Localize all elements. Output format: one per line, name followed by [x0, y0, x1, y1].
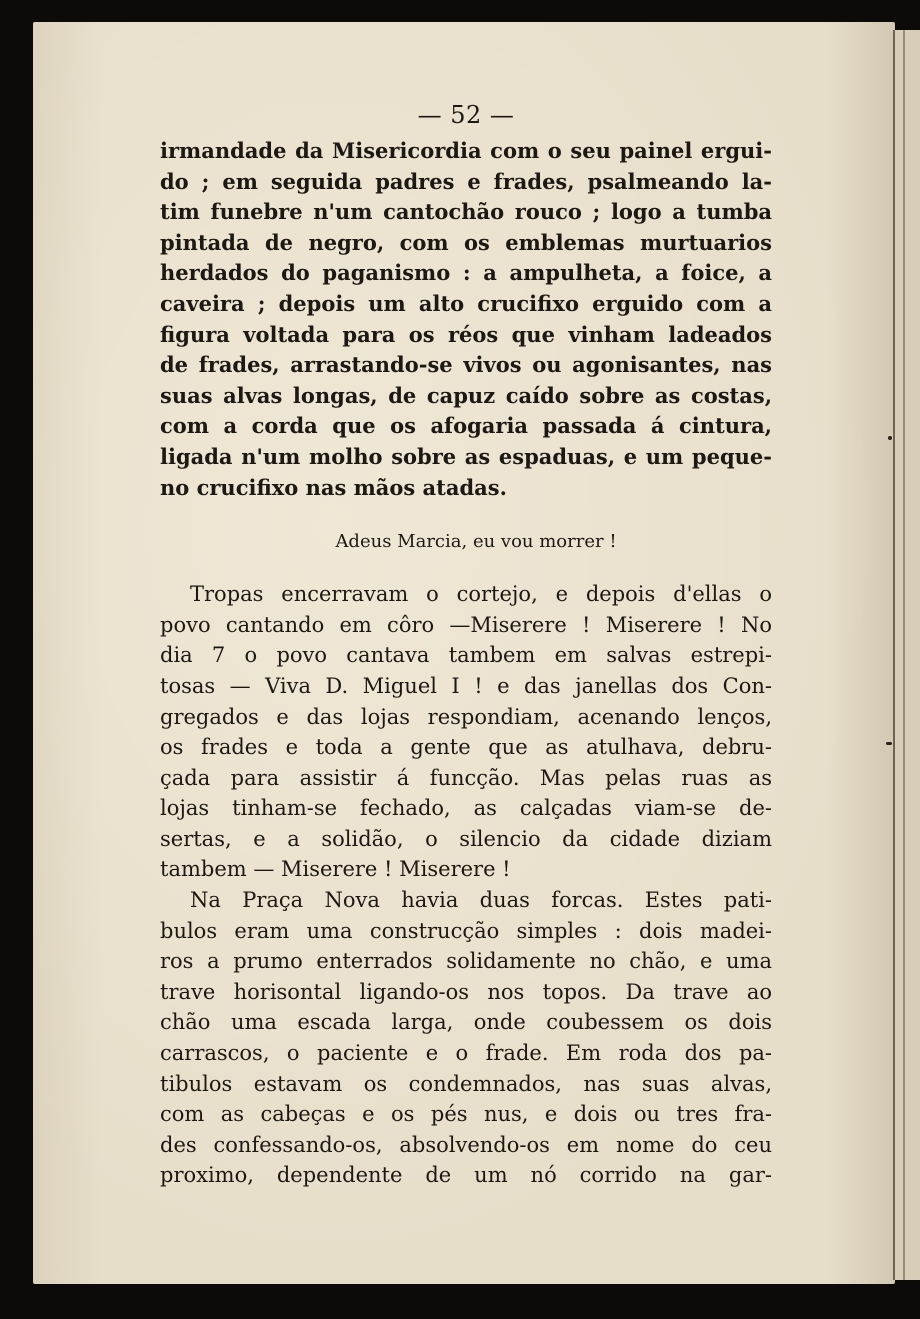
text-line: tim funebre n'um cantochão rouco ; logo a tumba: [160, 199, 772, 225]
text-line: no crucifixo nas mãos atadas.: [160, 474, 507, 500]
text-line: os frades e toda a gente que as atulhava, debru-: [160, 735, 772, 760]
next-page-edge: [893, 30, 920, 1280]
text-line: proximo, dependente de um nó corrido na gar-: [160, 1163, 772, 1188]
text-line: des confessando-os, absolvendo-os em nome do ceu: [160, 1132, 772, 1157]
text-line: gregados e das lojas respondiam, acenando lenços,: [160, 704, 772, 729]
text-line: trave horisontal ligando-os nos topos. Da trave ao: [160, 979, 772, 1004]
text-line: com a corda que os afogaria passada á cintura,: [160, 413, 772, 439]
paragraph-1: [160, 136, 772, 503]
text-line: herdados do paganismo : a ampulheta, a foice, a: [160, 260, 772, 286]
page-number: — 52 —: [417, 101, 515, 129]
text-line: ros a prumo enterrados solidamente no chão, e uma: [160, 949, 772, 974]
text-line: Tropas encerravam o cortejo, e depois d'ellas o: [190, 582, 772, 607]
scan-bottom-border: [33, 1284, 920, 1319]
text-line: lojas tinham-se fechado, as calçadas viam-se de-: [160, 796, 772, 821]
paragraph-2: [160, 579, 772, 885]
text-line: dia 7 o povo cantava tambem em salvas estrepi-: [160, 643, 772, 668]
text-line: Na Praça Nova havia duas forcas. Estes pati-: [190, 888, 772, 913]
text-line: suas alvas longas, de capuz caído sobre as costas,: [160, 382, 772, 408]
text-line: de frades, arrastando-se vivos ou agonisantes, nas: [160, 352, 772, 378]
ink-speck: [886, 742, 892, 745]
page-text: [160, 100, 772, 1191]
text-line: ligada n'um molho sobre as espaduas, e um peque-: [160, 443, 772, 469]
ink-speck: [888, 436, 892, 440]
text-line: povo cantando em côro —Miserere ! Miserere ! No: [160, 612, 772, 637]
text-line: tosas — Viva D. Miguel I ! e das janellas dos Con-: [160, 673, 772, 698]
text-line: pintada de negro, com os emblemas murtuarios: [160, 229, 772, 255]
text-line: chão uma escada larga, onde coubessem os dois: [160, 1010, 772, 1035]
text-line: figura voltada para os réos que vinham ladeados: [160, 321, 772, 347]
text-line: carrascos, o paciente e o frade. Em roda dos pa-: [160, 1041, 772, 1066]
text-line: tibulos estavam os condemnados, nas suas alvas,: [160, 1071, 772, 1096]
quote-line: Adeus Marcia, eu vou morrer !: [335, 531, 617, 553]
text-line: bulos eram uma construcção simples : dois madei-: [160, 918, 772, 943]
text-line: caveira ; depois um alto crucifixo erguido com a: [160, 290, 772, 316]
text-line: com as cabeças e os pés nus, e dois ou tres fra-: [160, 1102, 772, 1127]
text-line: sertas, e a solidão, o silencio da cidade diziam: [160, 826, 772, 851]
text-line: do ; em seguida padres e frades, psalmeando la-: [160, 168, 772, 194]
text-line: irmandade da Misericordia com o seu painel ergui-: [160, 138, 772, 163]
paragraph-3: [160, 885, 772, 1191]
text-line: tambem — Miserere ! Miserere !: [160, 857, 511, 882]
text-line: çada para assistir á funcção. Mas pelas ruas as: [160, 765, 772, 790]
